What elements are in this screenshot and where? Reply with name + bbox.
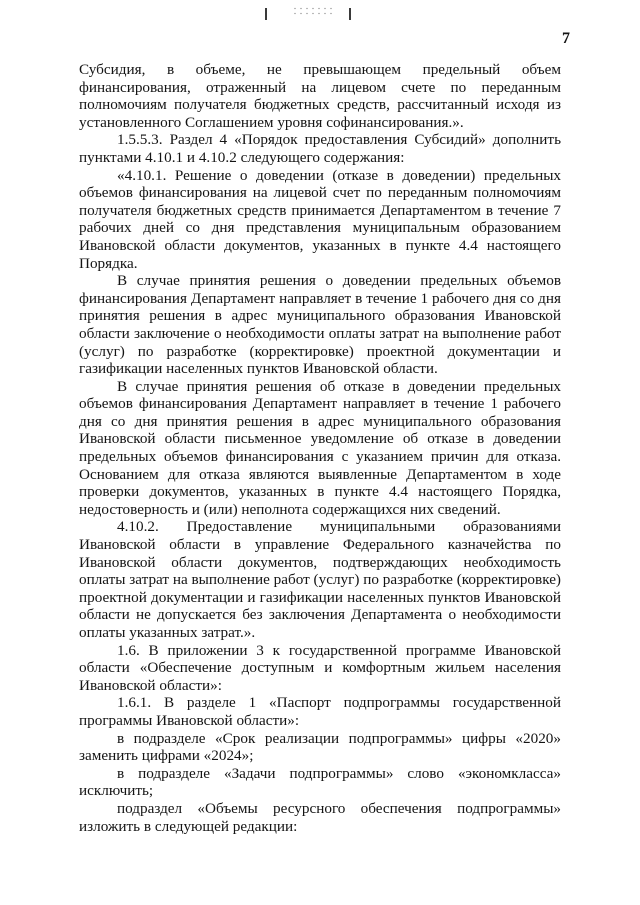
paragraph-1-5-5-3: 1.5.5.3. Раздел 4 «Порядок предоставления Субсидий» дополнить пунктами 4.10.1 и 4.10.2 следующего содержания: <box>79 131 561 166</box>
document-body <box>79 61 561 835</box>
paragraph-decision-approval: В случае принятия решения о доведении предельных объемов финансирования Департамент направляет в течение 1 рабочего дня со дня принятия решения в адрес муниципального образования Ивановской области заключение о необходимости оплаты затрат на выполнение работ (услуг) по разработке (корректировке) проектной документации и газификации населенных пунктов Ивановской области. <box>79 272 561 378</box>
paragraph-term-change: в подразделе «Срок реализации подпрограммы» цифры «2020» заменить цифрами «2024»; <box>79 729 561 765</box>
paragraph-tasks-change: в подразделе «Задачи подпрограммы» слово «экономкласса» исключить; <box>79 764 561 800</box>
scan-artifact-right <box>349 8 351 20</box>
page-number: 7 <box>562 30 570 47</box>
paragraph-1-6: 1.6. В приложении 3 к государственной программе Ивановской области «Обеспечение доступным и комфортным жильем населения Ивановской области»: <box>79 641 561 694</box>
paragraph-resources-change: подраздел «Объемы ресурсного обеспечения подпрограммы» изложить в следующей редакции: <box>79 799 561 835</box>
paragraph-subsidy-limit: Субсидия, в объеме, не превышающем предельный объем финансирования, отраженный на лицевом счете по переданным полномочиям получателя бюджетных средств, рассчитанный исходя из установленного Соглашением уровня софинансирования.». <box>79 61 561 131</box>
paragraph-1-6-1: 1.6.1. В разделе 1 «Паспорт подпрограммы государственной программы Ивановской области»: <box>79 694 561 729</box>
paragraph-4-10-1: «4.10.1. Решение о доведении (отказе в доведении) предельных объемов финансирования на лицевой счет по переданным полномочиям получателя бюджетных средств принимается Департаментом в течение 7 рабочих дней со дня представления муниципальным образованием Ивановской области документов, указанных в пункте 4.4 настоящего Порядка. <box>79 166 561 272</box>
scan-artifact-dots <box>292 6 332 16</box>
scan-artifact-left <box>265 8 267 20</box>
paragraph-decision-refusal: В случае принятия решения об отказе в доведении предельных объемов финансирования Департамент направляет в течение 1 рабочего дня со дня принятия решения в адрес муниципального образования Ивановской области письменное уведомление об отказе в доведении предельных объемов финансирования с указанием причин для отказа. Основанием для отказа являются выявленные Департаментом в ходе проверки документов, указанных в пункте 4.4 настоящего Порядка, недостоверность и (или) неполнота содержащихся них сведений. <box>79 377 561 518</box>
paragraph-4-10-2: 4.10.2. Предоставление муниципальными образованиями Ивановской области в управление Федерального казначейства по Ивановской области документов, подтверждающих необходимость оплаты затрат на выполнение работ (услуг) по разработке (корректировке) проектной документации и газификации населенных пунктов Ивановской области не допускается без заключения Департамента о необходимости оплаты указанных затрат.». <box>79 518 561 641</box>
